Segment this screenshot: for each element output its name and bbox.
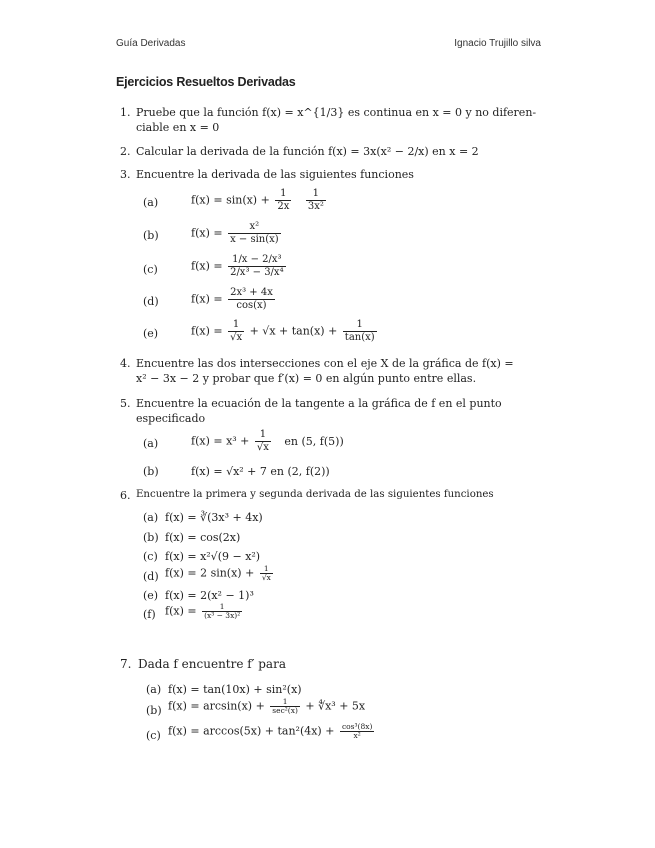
frac-numerator: 1	[270, 698, 300, 707]
problem-3e-frac2	[343, 319, 377, 344]
problem-6-line: Encuentre la primera y segunda derivada de las siguientes funciones	[136, 489, 494, 500]
frac-numerator: x²	[228, 221, 281, 234]
problem-3e-middle: + √x + tan(x) +	[249, 324, 338, 338]
frac-numerator: cos³(8x)	[341, 722, 373, 731]
problem-1-number: 1.	[120, 106, 131, 119]
problem-3b-expression	[191, 221, 283, 246]
problem-5-line2: especificado	[136, 412, 206, 425]
frac-numerator: 1	[343, 319, 377, 332]
problem-2-number: 2.	[120, 145, 131, 158]
problem-3-line: Encuentre la derivada de las siguientes funciones	[136, 168, 414, 181]
frac-numerator: 1	[260, 565, 273, 574]
problem-7-number: 7.	[120, 657, 132, 671]
problem-3c-frac	[228, 254, 286, 279]
problem-3-number: 3.	[120, 168, 131, 181]
header-left: Guía Derivadas	[116, 38, 186, 49]
problem-7a-label: (a)	[146, 683, 162, 696]
problem-3e-expression	[191, 319, 379, 344]
problem-3d-label: (d)	[143, 295, 159, 308]
problem-4-line2: x² − 3x − 2 y probar que f′(x) = 0 en algún punto entre ellas.	[136, 372, 477, 385]
problem-3c-expression	[191, 254, 288, 279]
problem-2-line: Calcular la derivada de la función f(x) = 3x(x² − 2/x) en x = 2	[136, 145, 479, 158]
problem-7b-frac	[270, 698, 300, 715]
problem-6d-expression	[165, 565, 275, 582]
problem-6a-expression: f(x) = ∛(3x³ + 4x)	[165, 511, 263, 524]
problem-6e-label: (e)	[143, 589, 159, 602]
problem-5a-tail: en (5, f(5))	[284, 434, 344, 448]
frac-denominator: 2x	[277, 201, 290, 212]
frac-denominator: √x	[230, 332, 243, 343]
frac-denominator: 2/x³ − 3/x⁴	[230, 267, 284, 278]
problem-3c-lhs: f(x) =	[191, 259, 223, 273]
problem-6f-lhs: f(x) =	[165, 604, 197, 618]
frac-numerator: 1	[228, 319, 244, 332]
problem-3c-label: (c)	[143, 263, 158, 276]
problem-7c-expression	[168, 723, 376, 740]
frac-numerator: 1	[275, 188, 291, 201]
problem-3b-lhs: f(x) =	[191, 226, 223, 240]
problem-6a-label: (a)	[143, 511, 159, 524]
frac-numerator: 1/x − 2/x³	[228, 254, 286, 267]
problem-7a-expression: f(x) = tan(10x) + sin²(x)	[168, 683, 302, 696]
problem-1-line2: ciable en x = 0	[136, 121, 220, 134]
problem-5-number: 5.	[120, 397, 131, 410]
frac-denominator: 3x²	[307, 201, 324, 212]
page-title: Ejercicios Resueltos Derivadas	[116, 75, 296, 89]
problem-6e-expression: f(x) = 2(x² − 1)³	[165, 589, 254, 602]
problem-3b-frac	[228, 221, 281, 246]
problem-3a-label: (a)	[143, 196, 159, 209]
problem-5a-expression	[191, 429, 344, 454]
problem-7b-tail: + ∜x³ + 5x	[305, 699, 366, 713]
problem-3d-frac	[228, 287, 275, 312]
problem-6f-label: (f)	[143, 608, 156, 621]
problem-5b-label: (b)	[143, 465, 159, 478]
frac-denominator: sec²(x)	[272, 706, 298, 715]
frac-denominator: x²	[353, 731, 361, 740]
frac-denominator: √x	[261, 573, 271, 582]
problem-7c-lhs: f(x) = arccos(5x) + tan²(4x) +	[168, 724, 335, 738]
problem-7c-frac	[340, 723, 374, 740]
frac-denominator: √x	[256, 442, 269, 453]
problem-7b-lhs: f(x) = arcsin(x) +	[168, 699, 265, 713]
problem-3e-frac1	[228, 319, 244, 344]
problem-3d-expression	[191, 287, 277, 312]
problem-7b-label: (b)	[146, 704, 162, 717]
problem-7-line: Dada f encuentre f′ para	[138, 657, 286, 671]
frac-denominator: x − sin(x)	[230, 234, 279, 245]
problem-4-line1: Encuentre las dos intersecciones con el eje X de la gráfica de f(x) =	[136, 357, 514, 370]
problem-3e-lhs: f(x) =	[191, 324, 223, 338]
problem-3a-expression	[191, 188, 328, 213]
problem-3e-label: (e)	[143, 327, 159, 340]
header-right: Ignacio Trujillo silva	[454, 38, 541, 49]
problem-5a-frac	[255, 429, 271, 454]
frac-numerator: 1	[255, 429, 271, 442]
frac-denominator: cos(x)	[236, 300, 267, 311]
problem-1-line1: Pruebe que la función f(x) = x^{1/3} es continua en x = 0 y no diferen-	[136, 106, 537, 119]
problem-4-number: 4.	[120, 357, 131, 370]
problem-5b-expression: f(x) = √x² + 7 en (2, f(2))	[191, 465, 330, 478]
problem-5-line1: Encuentre la ecuación de la tangente a la gráfica de f en el punto	[136, 397, 502, 410]
problem-7b-expression	[168, 698, 365, 715]
problem-6d-frac	[260, 565, 273, 582]
problem-3a-frac2	[306, 188, 326, 213]
problem-6c-label: (c)	[143, 550, 158, 563]
frac-denominator: (x³ − 3x)²	[204, 611, 241, 620]
problem-3a-lhs: f(x) = sin(x) +	[191, 193, 270, 207]
problem-6c-expression: f(x) = x²√(9 − x²)	[165, 550, 261, 563]
problem-5a-label: (a)	[143, 437, 159, 450]
frac-numerator: 2x³ + 4x	[230, 287, 273, 298]
frac-numerator: 1	[202, 603, 242, 612]
problem-3d-lhs: f(x) =	[191, 292, 223, 306]
problem-6d-label: (d)	[143, 570, 159, 583]
problem-6f-frac	[202, 603, 242, 620]
frac-numerator: 1	[306, 188, 326, 201]
problem-6b-expression: f(x) = cos(2x)	[165, 531, 241, 544]
problem-6f-expression	[165, 603, 244, 620]
problem-5a-lhs: f(x) = x³ +	[191, 434, 250, 448]
problem-6-number: 6.	[120, 489, 131, 502]
problem-6b-label: (b)	[143, 531, 159, 544]
problem-6d-lhs: f(x) = 2 sin(x) +	[165, 566, 255, 580]
frac-denominator: tan(x)	[344, 332, 375, 343]
problem-3a-frac1	[275, 188, 291, 213]
problem-7c-label: (c)	[146, 729, 161, 742]
problem-3b-label: (b)	[143, 229, 159, 242]
